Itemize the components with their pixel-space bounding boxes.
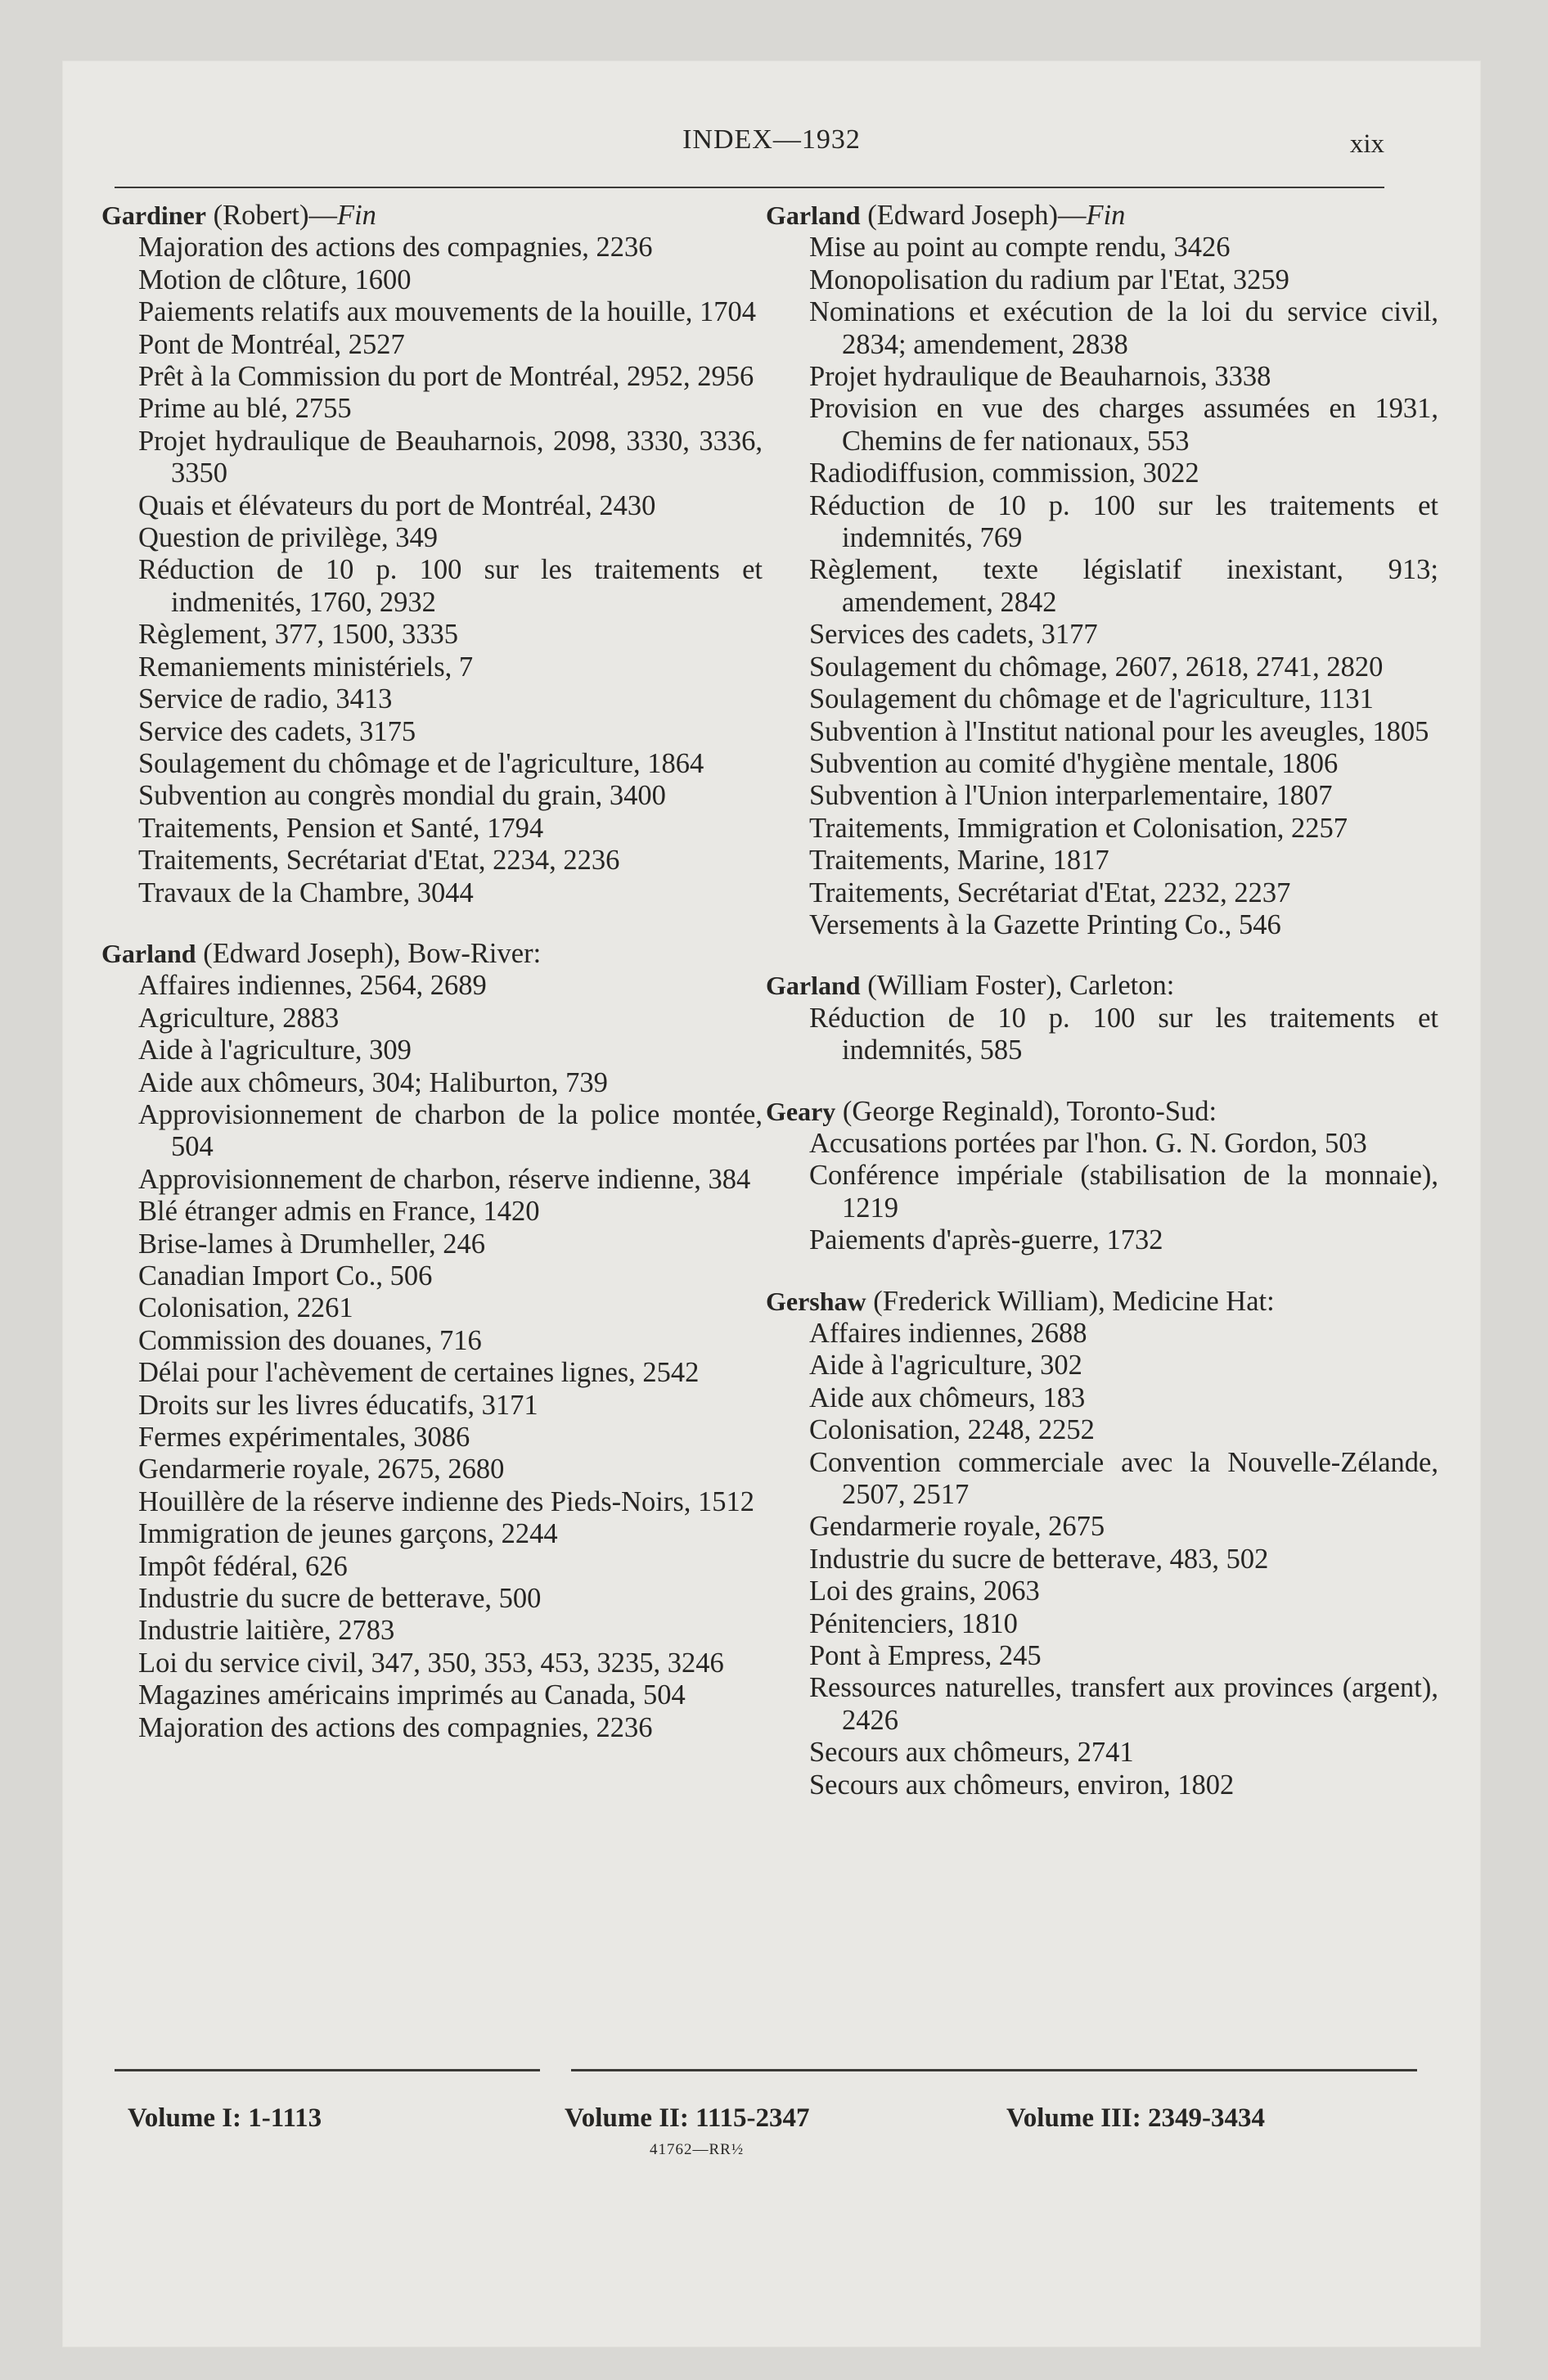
entry-surname: Geary [766, 1096, 836, 1126]
right-column [766, 200, 1438, 1830]
index-subentry: Projet hydraulique de Beauharnois, 3338 [809, 361, 1271, 393]
index-subentry: Traitements, Marine, 1817 [809, 845, 1109, 877]
entry-name-detail: (Edward Joseph), Bow-River: [196, 937, 542, 969]
index-entry [766, 1096, 1438, 1257]
entry-surname: Garland [766, 971, 861, 1001]
entry-surname: Garland [766, 201, 861, 230]
index-subentry: Prime au blé, 2755 [138, 393, 352, 425]
index-subentry: Industrie laitière, 2783 [138, 1615, 395, 1647]
index-subentry: Subvention au comité d'hygiène mentale, 1806 [809, 747, 1339, 779]
entry-heading [101, 200, 763, 232]
index-subentry: Provision en vue des charges assumées en 1931, Chemins de fer nationaux, 553 [809, 393, 1438, 457]
index-subentry: Blé étranger admis en France, 1420 [138, 1196, 540, 1228]
index-subentry: Pont de Montréal, 2527 [138, 328, 405, 360]
index-subentry: Aide aux chômeurs, 183 [809, 1382, 1086, 1413]
index-subentry: Secours aux chômeurs, 2741 [809, 1737, 1134, 1769]
index-subentry: Gendarmerie royale, 2675, 2680 [138, 1454, 505, 1485]
footer-rule-right [571, 2069, 1417, 2071]
entry-name-detail: (Frederick William), Medicine Hat: [866, 1285, 1275, 1317]
index-subentry: Immigration de jeunes garçons, 2244 [138, 1518, 558, 1550]
index-subentry: Commission des douanes, 716 [138, 1324, 482, 1356]
index-subentry: Traitements, Pension et Santé, 1794 [138, 812, 544, 844]
running-title: INDEX—1932 [682, 124, 861, 155]
index-subentry: Conférence impériale (stabilisation de la monnaie), 1219 [809, 1160, 1438, 1224]
index-subentry: Quais et élévateurs du port de Montréal, 2430 [138, 489, 656, 521]
entry-surname: Gardiner [101, 201, 206, 230]
index-subentry: Réduction de 10 p. 100 sur les traitements et indemnités, 769 [809, 489, 1438, 554]
index-subentry: Colonisation, 2261 [138, 1292, 353, 1324]
index-subentry: Radiodiffusion, commission, 3022 [809, 458, 1199, 489]
page-number: xix [1349, 129, 1384, 159]
index-subentry: Approvisionnement de charbon, réserve indienne, 384 [138, 1163, 751, 1195]
page-footer [62, 2069, 1481, 2167]
index-subentry: Ressources naturelles, transfert aux provinces (argent), 2426 [809, 1672, 1438, 1736]
index-subentry: Projet hydraulique de Beauharnois, 2098, 3330, 3336, 3350 [138, 425, 763, 489]
index-subentry: Subvention à l'Institut national pour les aveugles, 1805 [809, 715, 1429, 747]
index-entry [101, 938, 763, 1744]
index-subentry: Réduction de 10 p. 100 sur les traitements et indemnités, 585 [809, 1002, 1438, 1066]
index-entry [766, 970, 1438, 1066]
index-subentry: Pénitenciers, 1810 [809, 1607, 1018, 1639]
header-rule [115, 187, 1384, 188]
left-column [101, 200, 763, 1773]
index-subentry: Réduction de 10 p. 100 sur les traitements et indmenités, 1760, 2932 [138, 554, 763, 618]
index-subentry: Loi des grains, 2063 [809, 1575, 1040, 1607]
footer-rule-left [115, 2069, 540, 2071]
entry-surname: Garland [101, 938, 196, 968]
index-subentry: Paiements d'après-guerre, 1732 [809, 1224, 1163, 1256]
index-subentry: Soulagement du chômage et de l'agriculture, 1864 [138, 747, 704, 779]
index-subentry: Versements à la Gazette Printing Co., 546 [809, 908, 1281, 940]
entry-name-detail: (Robert)— [205, 200, 337, 231]
index-subentry: Colonisation, 2248, 2252 [809, 1414, 1095, 1446]
index-subentry: Aide à l'agriculture, 309 [138, 1034, 412, 1066]
print-code: 41762—RR½ [650, 2141, 745, 2158]
index-subentry: Délai pour l'achèvement de certaines lignes, 2542 [138, 1357, 700, 1389]
index-subentry: Paiements relatifs aux mouvements de la houille, 1704 [138, 296, 756, 328]
index-subentry: Service des cadets, 3175 [138, 715, 416, 747]
index-subentry: Motion de clôture, 1600 [138, 264, 412, 295]
entry-name-detail: (William Foster), Carleton: [860, 970, 1175, 1002]
index-subentry: Majoration des actions des compagnies, 2236 [138, 1711, 653, 1743]
index-subentry: Traitements, Secrétariat d'Etat, 2234, 2236 [138, 845, 620, 877]
index-entry [766, 1286, 1438, 1802]
index-subentry: Industrie du sucre de betterave, 500 [138, 1583, 542, 1615]
index-entry [766, 200, 1438, 941]
index-subentry: Impôt fédéral, 626 [138, 1550, 348, 1582]
entry-name-detail: (George Reginald), Toronto-Sud: [835, 1095, 1217, 1127]
index-subentry: Règlement, texte législatif inexistant, 913; amendement, 2842 [809, 554, 1438, 618]
index-subentry: Accusations portées par l'hon. G. N. Gordon, 503 [809, 1127, 1367, 1159]
index-subentry: Soulagement du chômage et de l'agriculture, 1131 [809, 683, 1374, 715]
index-subentry: Prêt à la Commission du port de Montréal, 2952, 2956 [138, 361, 754, 393]
index-page [62, 61, 1481, 2347]
index-subentry: Traitements, Immigration et Colonisation, 2257 [809, 812, 1348, 844]
index-subentry: Règlement, 377, 1500, 3335 [138, 619, 458, 651]
entry-continued-marker: Fin [337, 200, 376, 231]
index-subentry: Agriculture, 2883 [138, 1002, 340, 1034]
index-subentry: Subvention à l'Union interparlementaire, 1807 [809, 780, 1333, 812]
index-subentry: Aide aux chômeurs, 304; Haliburton, 739 [138, 1066, 608, 1098]
entry-heading [766, 1096, 1438, 1128]
index-subentry: Question de privilège, 349 [138, 522, 439, 554]
index-subentry: Affaires indiennes, 2564, 2689 [138, 970, 487, 1002]
index-subentry: Remaniements ministériels, 7 [138, 651, 474, 683]
index-subentry: Houillère de la réserve indienne des Pieds-Noirs, 1512 [138, 1485, 755, 1517]
entry-heading [766, 1286, 1438, 1318]
entry-heading [766, 970, 1438, 1002]
index-subentry: Mise au point au compte rendu, 3426 [809, 232, 1231, 264]
index-subentry: Nominations et exécution de la loi du service civil, 2834; amendement, 2838 [809, 296, 1438, 360]
index-subentry: Travaux de la Chambre, 3044 [138, 877, 474, 908]
index-subentry: Aide à l'agriculture, 302 [809, 1350, 1082, 1382]
entry-continued-marker: Fin [1086, 200, 1126, 231]
index-subentry: Soulagement du chômage, 2607, 2618, 2741, 2820 [809, 651, 1384, 683]
index-subentry: Subvention au congrès mondial du grain, 3400 [138, 780, 666, 812]
entry-heading [101, 938, 763, 970]
index-subentry: Loi du service civil, 347, 350, 353, 453, 3235, 3246 [138, 1647, 724, 1679]
entry-heading [766, 200, 1438, 232]
index-subentry: Droits sur les livres éducatifs, 3171 [138, 1389, 538, 1421]
index-subentry: Canadian Import Co., 506 [138, 1260, 433, 1291]
index-subentry: Services des cadets, 3177 [809, 619, 1098, 651]
index-subentry: Magazines américains imprimés au Canada, 504 [138, 1679, 686, 1711]
index-subentry: Traitements, Secrétariat d'Etat, 2232, 2237 [809, 877, 1291, 908]
volume-3-range: Volume III: 2349-3434 [1006, 2103, 1265, 2133]
index-subentry: Gendarmerie royale, 2675 [809, 1511, 1105, 1543]
index-subentry: Brise-lames à Drumheller, 246 [138, 1228, 485, 1260]
index-subentry: Secours aux chômeurs, environ, 1802 [809, 1769, 1235, 1801]
index-subentry: Approvisionnement de charbon de la police montée, 504 [138, 1098, 763, 1163]
index-subentry: Pont à Empress, 245 [809, 1640, 1042, 1672]
entry-name-detail: (Edward Joseph)— [860, 200, 1087, 231]
index-subentry: Fermes expérimentales, 3086 [138, 1422, 470, 1454]
index-subentry: Affaires indiennes, 2688 [809, 1318, 1087, 1349]
volume-1-range: Volume I: 1-1113 [128, 2103, 322, 2133]
page-header [62, 124, 1481, 174]
index-entry [101, 200, 763, 909]
volume-2-range: Volume II: 1115-2347 [565, 2103, 810, 2133]
index-subentry: Majoration des actions des compagnies, 2236 [138, 232, 653, 264]
index-subentry: Monopolisation du radium par l'Etat, 3259 [809, 264, 1289, 295]
index-subentry: Industrie du sucre de betterave, 483, 502 [809, 1543, 1269, 1575]
index-subentry: Convention commerciale avec la Nouvelle-Zélande, 2507, 2517 [809, 1446, 1438, 1511]
entry-surname: Gershaw [766, 1286, 866, 1316]
index-subentry: Service de radio, 3413 [138, 683, 393, 715]
